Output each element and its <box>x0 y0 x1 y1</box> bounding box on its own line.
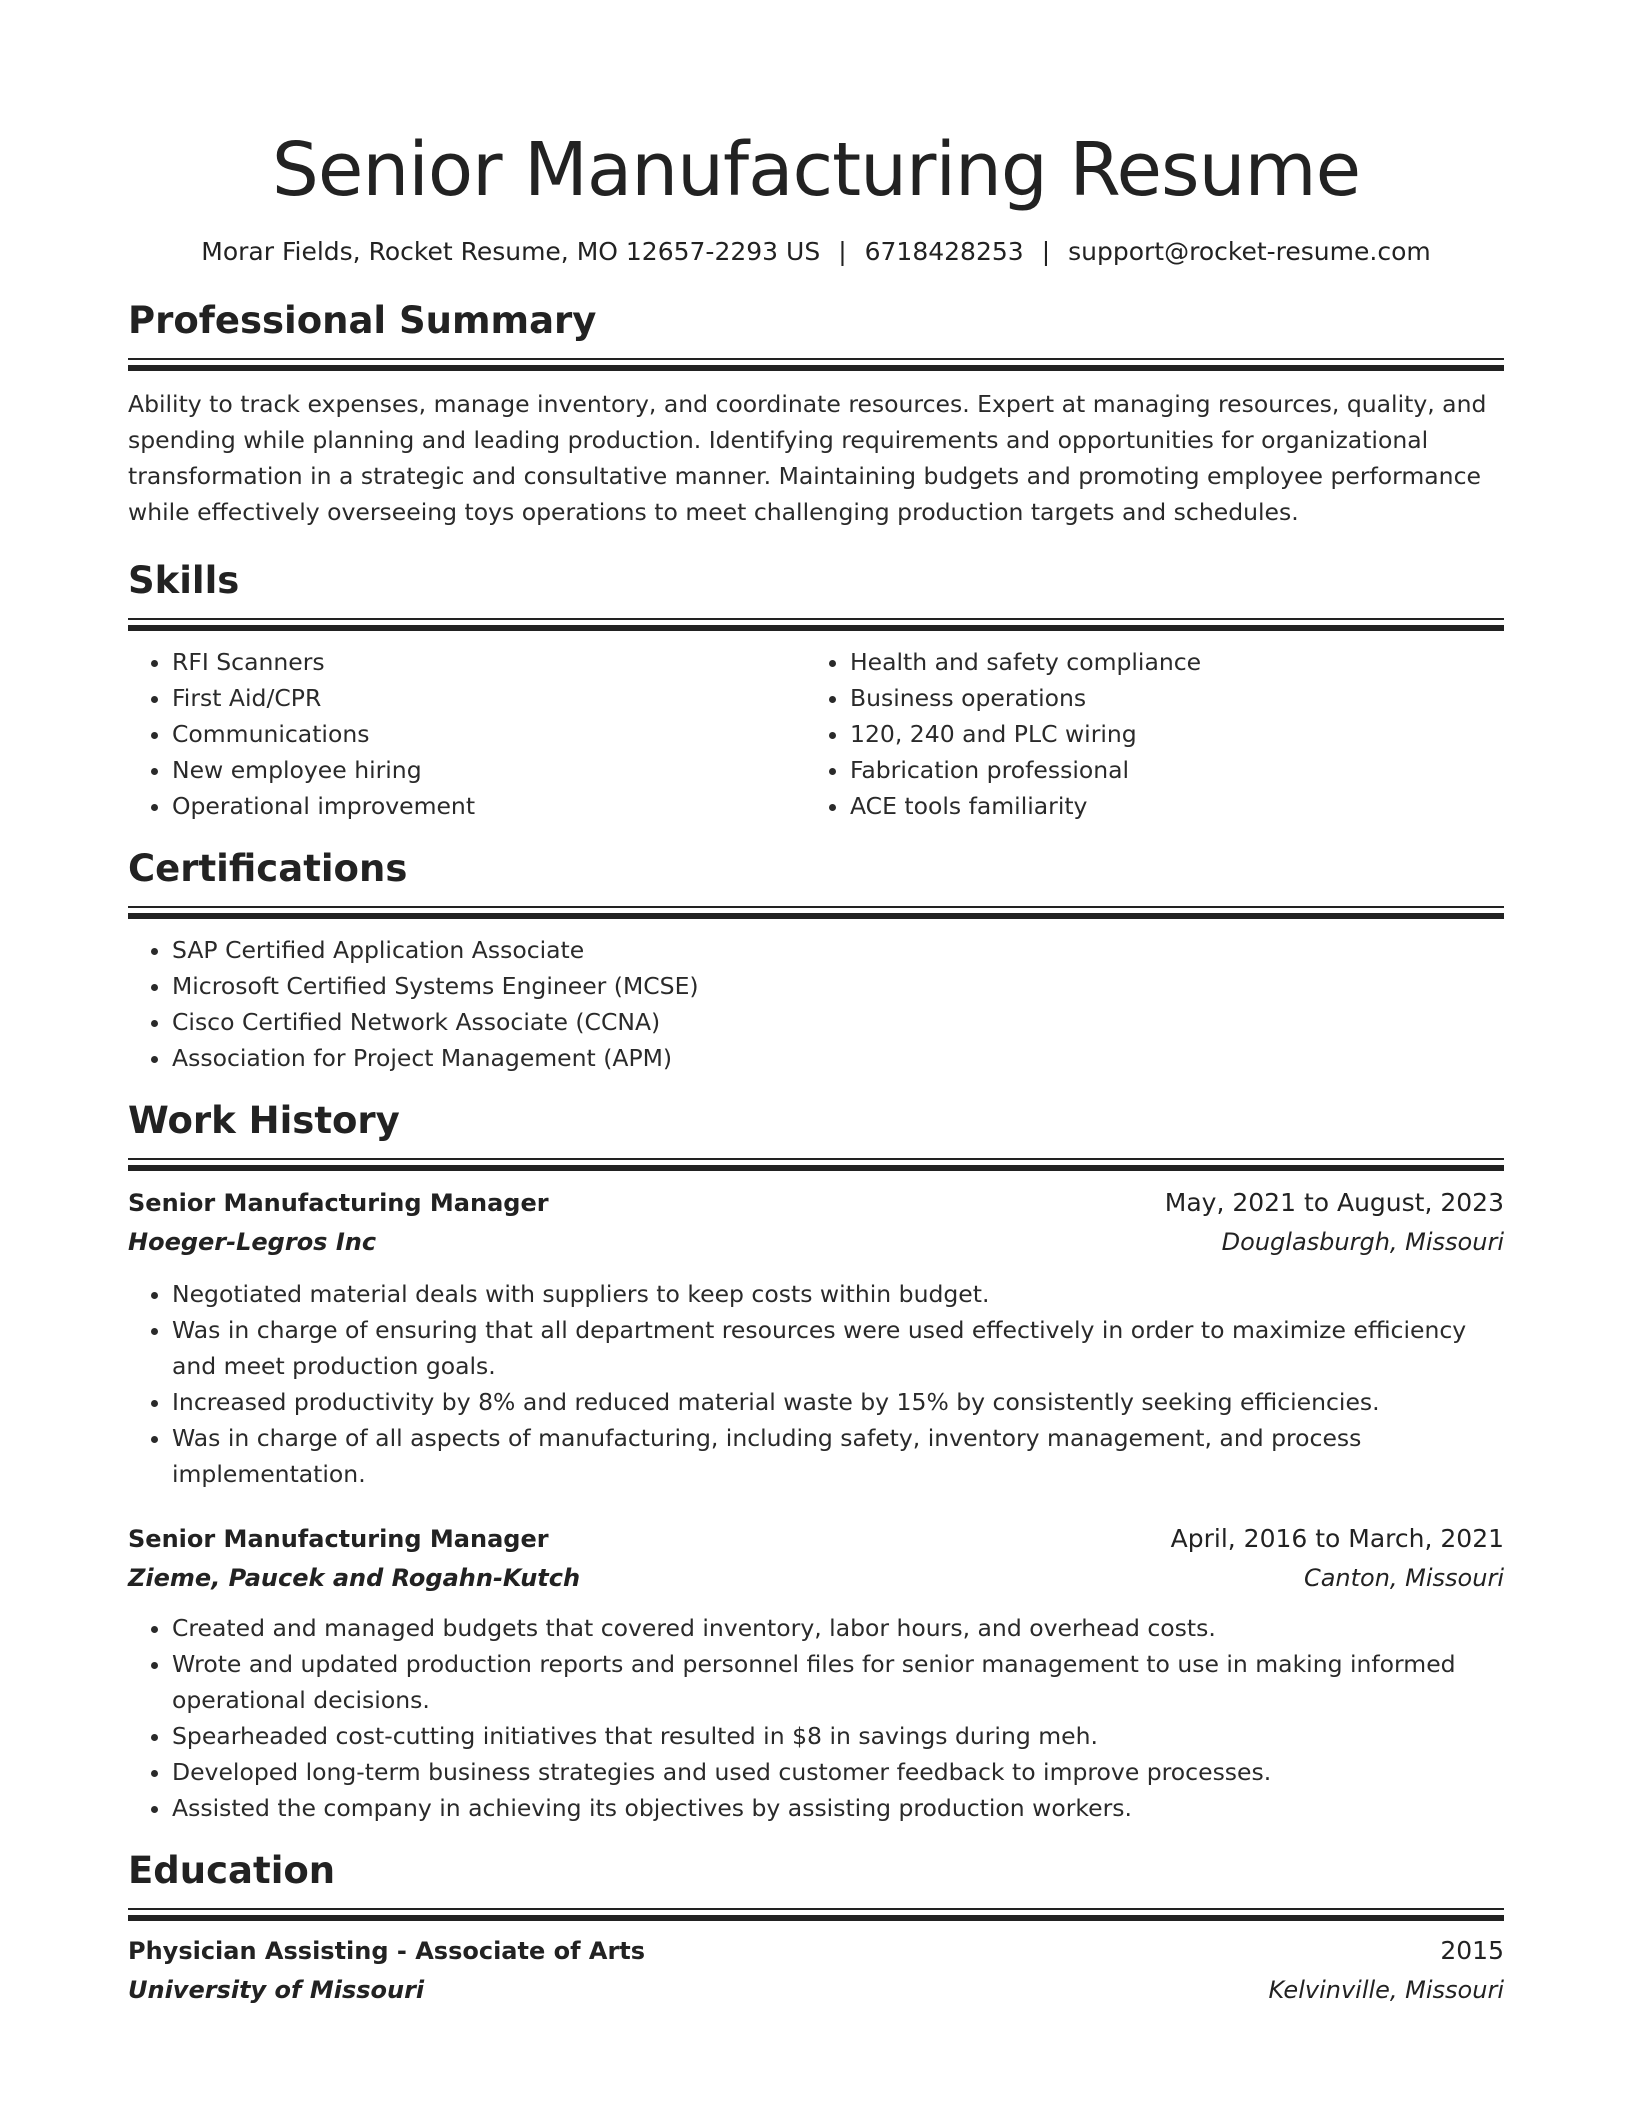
section-divider <box>128 618 1504 630</box>
skills-grid <box>128 644 1504 824</box>
education-location: Kelvinville, Missouri <box>1268 1976 1504 2004</box>
job-bullet: • Increased productivity by 8% and reduced material waste by 15% by consistently seeking efficiencies. <box>172 1384 1504 1420</box>
skill-item: • 120, 240 and PLC wiring <box>850 716 1484 752</box>
job-title: Senior Manufacturing Manager <box>128 1189 549 1217</box>
skills-column-left <box>128 644 806 824</box>
work-history-section <box>128 1098 1504 1826</box>
certification-item: • SAP Certified Application Associate <box>172 932 1504 968</box>
job-header <box>128 1520 1504 1558</box>
job-bullets <box>128 1276 1504 1492</box>
skill-item: • Fabrication professional <box>850 752 1484 788</box>
section-heading-summary: Professional Summary <box>128 299 597 342</box>
skill-item: • ACE tools familiarity <box>850 788 1484 824</box>
resume-page <box>128 0 1504 2010</box>
contact-phone: 6718428253 <box>864 237 1024 266</box>
certification-item: • Association for Project Management (APM) <box>172 1040 1504 1076</box>
job-location: Douglasburgh, Missouri <box>1221 1228 1504 1256</box>
skills-section <box>128 558 1504 824</box>
certifications-list <box>128 932 1504 1076</box>
job-bullet: • Assisted the company in achieving its objectives by assisting production workers. <box>172 1790 1504 1826</box>
job-subheader <box>128 1558 1504 1598</box>
job-company: Hoeger-Legros Inc <box>128 1228 377 1256</box>
job-header <box>128 1184 1504 1222</box>
job-bullets <box>128 1610 1504 1826</box>
job-subheader <box>128 1222 1504 1262</box>
skill-item: • New employee hiring <box>172 752 806 788</box>
contact-line <box>128 236 1504 268</box>
certifications-section <box>128 846 1504 1076</box>
job-title: Senior Manufacturing Manager <box>128 1525 549 1553</box>
section-divider <box>128 358 1504 370</box>
skills-list-left <box>128 644 806 824</box>
section-heading-work-history: Work History <box>128 1099 400 1142</box>
skill-item: • Operational improvement <box>172 788 806 824</box>
education-header <box>128 1932 1504 1970</box>
skills-column-right <box>806 644 1484 824</box>
skills-list-right <box>806 644 1484 824</box>
certification-item: • Cisco Certified Network Associate (CCNA) <box>172 1004 1504 1040</box>
job-dates: April, 2016 to March, 2021 <box>1170 1524 1504 1553</box>
job-bullet: • Negotiated material deals with suppliers to keep costs within budget. <box>172 1276 1504 1312</box>
summary-section <box>128 298 1504 530</box>
education-section <box>128 1848 1504 2010</box>
section-divider <box>128 1908 1504 1920</box>
education-year: 2015 <box>1440 1936 1504 1965</box>
job-bullet: • Spearheaded cost-cutting initiatives that resulted in $8 in savings during meh. <box>172 1718 1504 1754</box>
job-bullet: • Created and managed budgets that covered inventory, labor hours, and overhead costs. <box>172 1610 1504 1646</box>
job-dates: May, 2021 to August, 2023 <box>1164 1188 1504 1217</box>
summary-text: Ability to track expenses, manage inventory, and coordinate resources. Expert at managing resources, quality, and spending while planning and leading production. Identifying requirements and opportunities for organizational transformation in a strategic and consultative manner. Maintaining budgets and promoting employee performance while effectively overseeing toys operations to meet challenging production targets and schedules. <box>128 390 1487 526</box>
contact-separator: | <box>1041 237 1051 266</box>
education-degree: Physician Assisting - Associate of Arts <box>128 1937 646 1965</box>
certification-item: • Microsoft Certified Systems Engineer (MCSE) <box>172 968 1504 1004</box>
job-bullet: • Wrote and updated production reports and personnel files for senior management to use in making informed operational decisions. <box>172 1646 1504 1718</box>
job-entry <box>128 1520 1504 1826</box>
skill-item: • RFI Scanners <box>172 644 806 680</box>
contact-email: support@rocket-resume.com <box>1068 237 1431 266</box>
education-subheader <box>128 1970 1504 2010</box>
section-heading-certifications: Certifications <box>128 847 408 890</box>
contact-address: Morar Fields, Rocket Resume, MO 12657-2293 US <box>201 237 821 266</box>
job-company: Zieme, Paucek and Rogahn-Kutch <box>128 1564 581 1592</box>
education-entry <box>128 1932 1504 2010</box>
section-divider <box>128 906 1504 918</box>
section-divider <box>128 1158 1504 1170</box>
job-location: Canton, Missouri <box>1303 1564 1504 1592</box>
skill-item: • Communications <box>172 716 806 752</box>
skill-item: • First Aid/CPR <box>172 680 806 716</box>
section-heading-education: Education <box>128 1849 336 1892</box>
education-school: University of Missouri <box>128 1976 425 2004</box>
job-bullet: • Was in charge of ensuring that all department resources were used effectively in order to maximize efficiency and meet production goals. <box>172 1312 1504 1384</box>
resume-title: Senior Manufacturing Resume <box>271 127 1361 213</box>
job-bullet: • Developed long-term business strategies and used customer feedback to improve processes. <box>172 1754 1504 1790</box>
skill-item: • Business operations <box>850 680 1484 716</box>
section-heading-skills: Skills <box>128 559 240 602</box>
job-bullet: • Was in charge of all aspects of manufacturing, including safety, inventory management, and process implementation. <box>172 1420 1504 1492</box>
skill-item: • Health and safety compliance <box>850 644 1484 680</box>
contact-separator: | <box>838 237 847 266</box>
job-entry <box>128 1184 1504 1492</box>
